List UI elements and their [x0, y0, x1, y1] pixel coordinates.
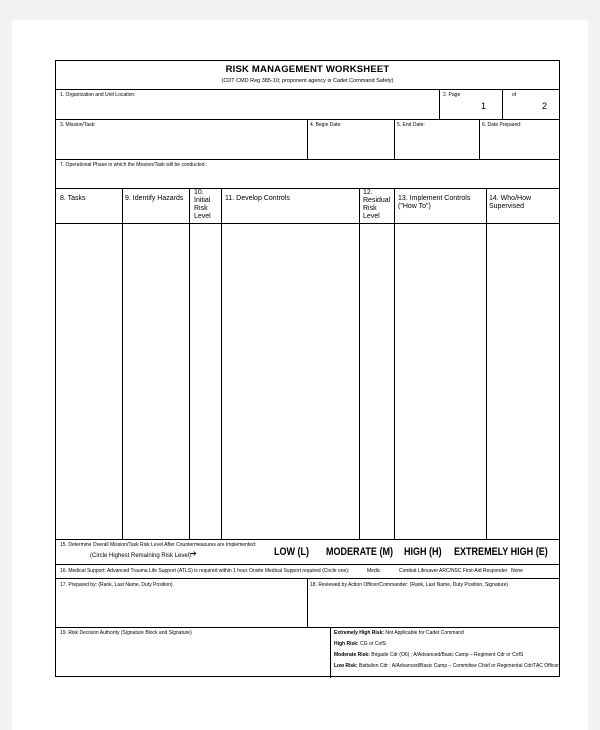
mission-task-label: 3. Mission/Task: [60, 122, 96, 128]
divider [56, 159, 559, 160]
col-implement-controls: 13. Implement Controls ("How To") [398, 195, 471, 210]
arrow-right-icon: ➔ [190, 549, 197, 558]
col-initial-risk: 10. Initial Risk Level [194, 189, 211, 220]
reviewed-by-label: 18. Reviewed by Action Officer/Commander: (Rank, Last Name, Duty Position, Signature) [310, 582, 509, 588]
option-none[interactable]: None [511, 568, 523, 574]
option-medic[interactable]: Medic [367, 568, 381, 574]
col-tasks: 8. Tasks [60, 195, 86, 202]
authority-high: High Risk: CG or CofS [334, 641, 386, 647]
risk-level-moderate[interactable]: MODERATE (M) [326, 546, 393, 558]
risk-level-extremely-high[interactable]: EXTREMELY HIGH (E) [454, 546, 548, 558]
col-residual-risk: 12. Residual Risk Level [363, 189, 391, 220]
onsite-medical-label: Onsite Medical Support required (Circle one): [249, 568, 350, 574]
risk-management-worksheet [55, 60, 560, 677]
col-identify-hazards: 9. Identify Hazards [125, 195, 184, 202]
circle-risk-label: (Circle Highest Remaining Risk Level) [90, 553, 192, 559]
risk-decision-authority-label: 19. Risk Decision Authority (Signature Block and Signature) [60, 630, 192, 636]
option-combat-lifesaver[interactable]: Combat Lifesaver [399, 568, 439, 574]
risk-level-high[interactable]: HIGH (H) [404, 546, 442, 558]
overall-risk-label: 15. Determine Overall Mission/Task Risk Level After Countermeasures are Implemented: [60, 542, 257, 548]
page-label: 2. Page [443, 92, 461, 98]
end-date-label: 5. End Date: [397, 122, 425, 128]
authority-moderate: Moderate Risk: Brigade Cdr (O6) ; A/Advanced/Basic Camp – Regiment Cdr or CofS [334, 652, 524, 658]
risk-level-low[interactable]: LOW (L) [274, 546, 310, 558]
col-who-how-supervised: 14. Who/How Supervised [489, 195, 532, 210]
of-label: of [512, 92, 517, 98]
authority-extremely-high: Extremely High Risk: Not Applicable for Cadet Command [334, 630, 464, 636]
option-first-aid-responder[interactable]: ARC/NSC First-Aid Responder [439, 568, 508, 574]
divider [56, 89, 559, 90]
page-number[interactable]: 1 [481, 101, 487, 111]
begin-date-label: 4. Begin Date: [310, 122, 342, 128]
col-develop-controls: 11. Develop Controls [225, 195, 290, 202]
date-prepared-label: 6. Date Prepared: [482, 122, 522, 128]
medical-support-label: 16. Medical Support: Advanced Trauma Life Support (ATLS) is required within 1 hour. [60, 568, 249, 574]
organization-label: 1. Organization and Unit Location: [60, 92, 136, 98]
divider [56, 188, 559, 189]
divider [56, 564, 559, 565]
divider [56, 539, 559, 540]
authority-low: Low Risk: Battalion Cdr ; A/Advanced/Basic Camp – Committee Chief or Regimental Cdr/TAC Officer [334, 663, 559, 669]
operational-phase-label: 7. Operational Phase in which the Mission/Task will be conducted : [60, 162, 208, 168]
form-subtitle: (CDT CMD Reg 385-10; proponent agency is Cadet Command Safety) [221, 78, 394, 84]
form-title: RISK MANAGEMENT WORKSHEET [225, 64, 390, 75]
divider [56, 223, 559, 224]
divider [56, 627, 559, 628]
prepared-by-label: 17. Prepared by: (Rank, Last Name, Duty Position) [60, 582, 173, 588]
page-total[interactable]: 2 [542, 101, 548, 111]
